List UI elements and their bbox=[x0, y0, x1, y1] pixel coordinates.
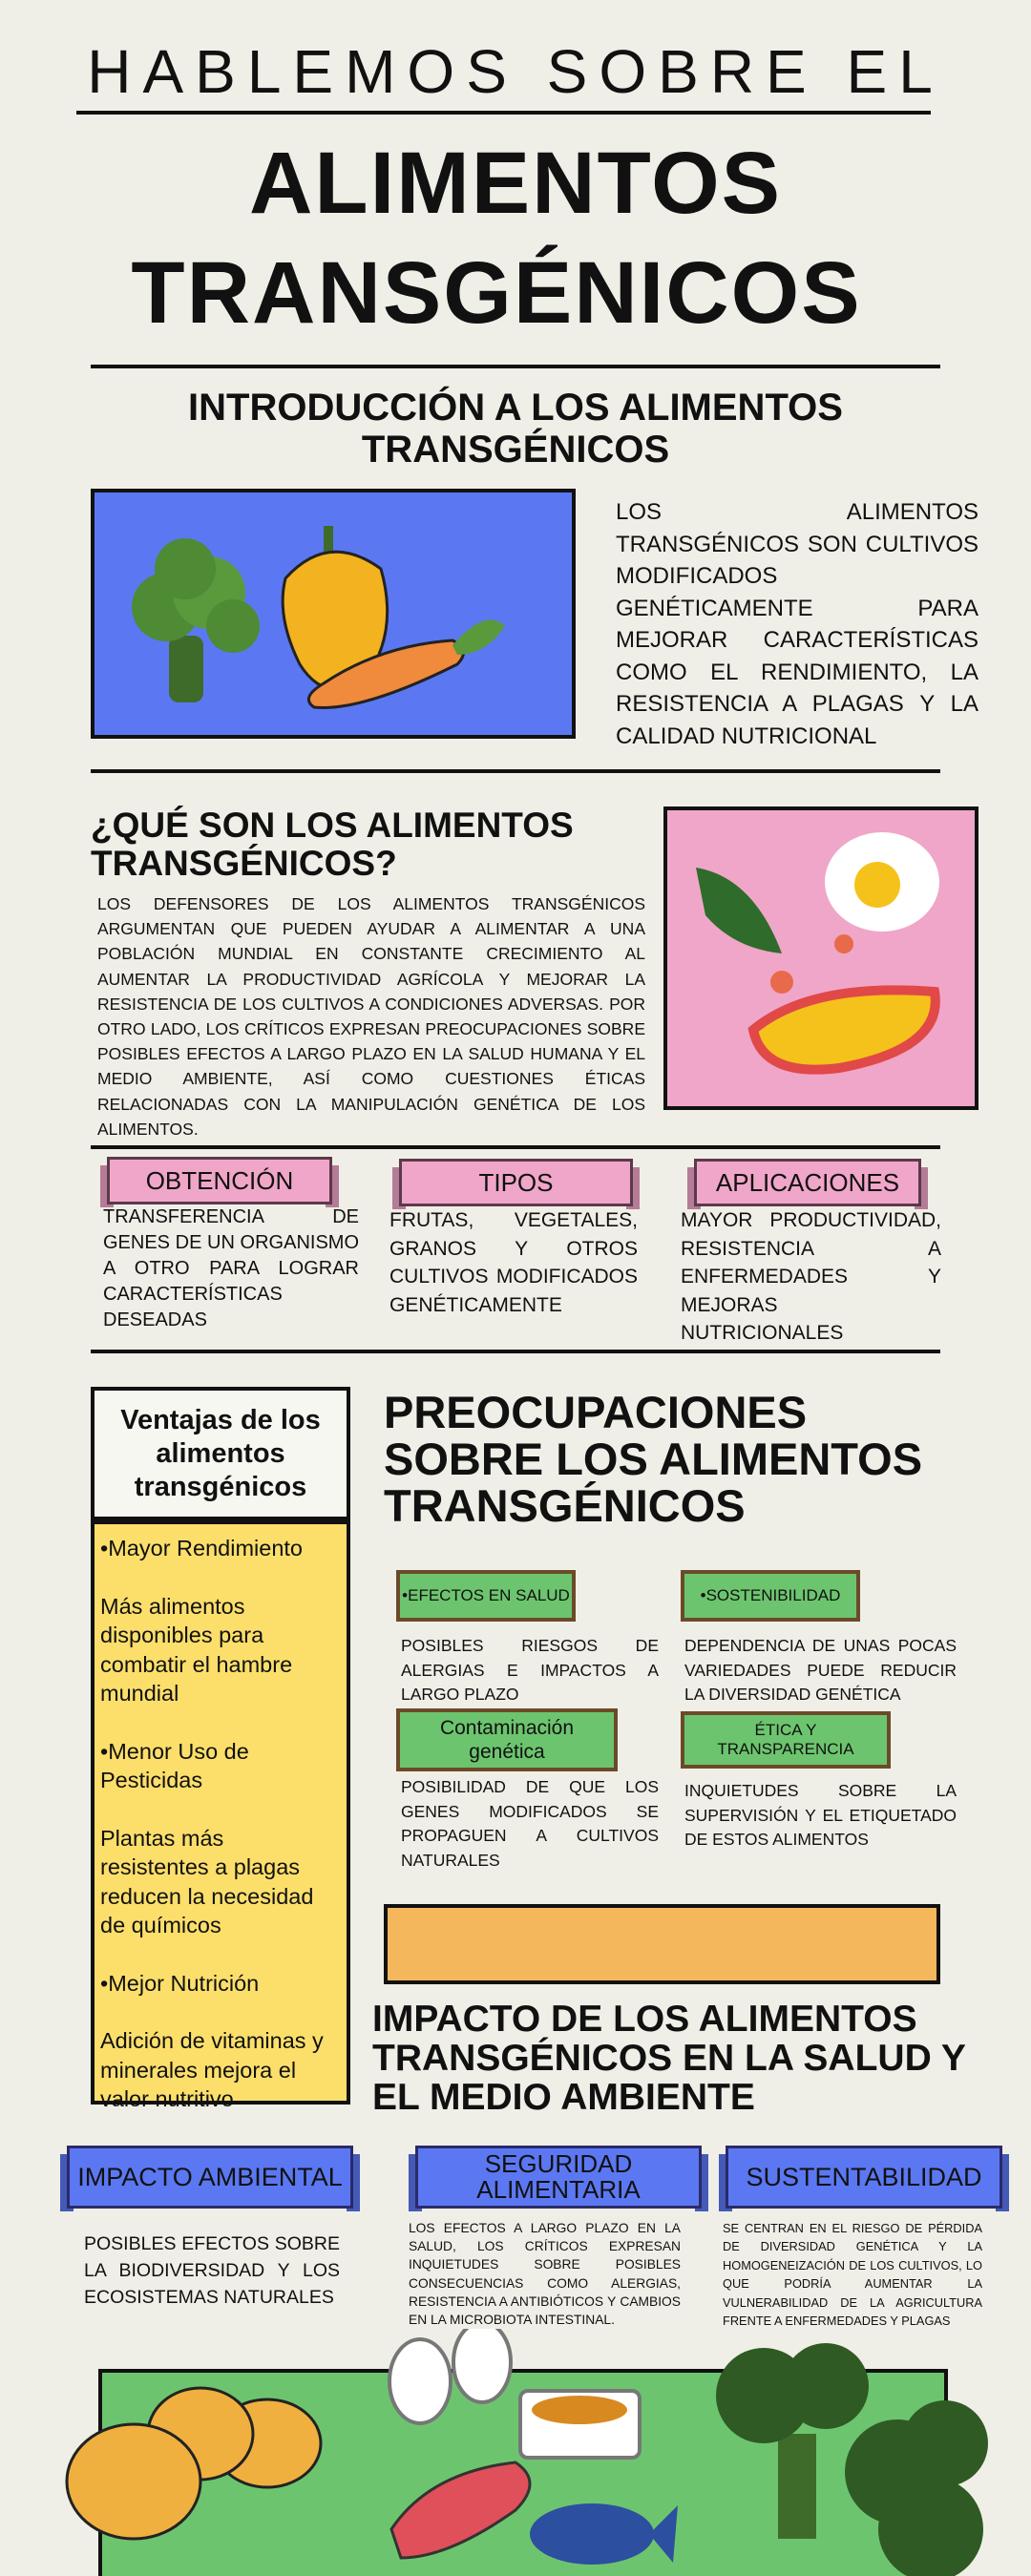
impact-title-sustainability bbox=[726, 2146, 1002, 2209]
concern-text-contamination: POSIBILIDAD DE QUE LOS GENES MODIFICADOS SE PROPAGUEN A CULTIVOS NATURALES bbox=[401, 1777, 659, 1870]
concerns-heading: PREOCUPACIONES SOBRE LOS ALIMENTOS TRANSGÉNICOS bbox=[384, 1387, 923, 1531]
column-text-aplicaciones: MAYOR PRODUCTIVIDAD, RESISTENCIA A ENFERMEDADES Y MEJORAS NUTRICIONALES bbox=[681, 1209, 941, 1344]
concern-tag-ethics bbox=[681, 1711, 891, 1769]
column-text-obtencion: TRANSFERENCIA DE GENES DE UN ORGANISMO A OTRO PARA LOGRAR CARACTERÍSTICAS DESEADAS bbox=[103, 1206, 359, 1330]
intro-heading: INTRODUCCIÓN A LOS ALIMENTOS TRANSGÉNICOS bbox=[188, 387, 843, 471]
impact-title-environment bbox=[67, 2146, 353, 2209]
concern-tag-health-label: •EFECTOS EN SALUD bbox=[402, 1586, 570, 1604]
concern-tag-ethics-label: ÉTICA Y TRANSPARENCIA bbox=[717, 1721, 854, 1758]
advantage-item: Plantas más resistentes a plagas reducen la necesidad de químicos bbox=[100, 1825, 314, 1937]
intro-text: LOS ALIMENTOS TRANSGÉNICOS SON CULTIVOS MODIFICADOS GENÉTICAMENTE PARA MEJORAR CARACTERÍSTICAS COMO EL RENDIMIENTO, LA RESISTENCIA A PLAGAS Y LA CALIDAD NUTRICIONAL bbox=[616, 499, 978, 749]
advantage-item: Más alimentos disponibles para combatir el hambre mundial bbox=[100, 1593, 293, 1706]
column-title-obtencion-label: OBTENCIÓN bbox=[145, 1165, 294, 1195]
what-text: LOS DEFENSORES DE LOS ALIMENTOS TRANSGÉNICOS ARGUMENTAN QUE PUEDEN AYUDAR A ALIMENTAR A UNA POBLACIÓN MUNDIAL EN CONSTANTE CRECIMIENTO AL AUMENTAR LA PRODUCTIVIDAD AGRÍCOLA Y MEJORAR LA RESISTENCIA DE LOS CULTIVOS A CONDICIONES ADVERSAS. POR OTRO LADO, LOS CRÍTICOS EXPRESAN PREOCUPACIONES SOBRE POSIBLES EFECTOS A LARGO PLAZO EN LA SALUD HUMANA Y EL MEDIO AMBIENTE, ASÍ COMO CUESTIONES ÉTICAS RELACIONADAS CON LA MANIPULACIÓN GENÉTICA DE LOS ALIMENTOS. bbox=[97, 894, 645, 1139]
concern-tag-sustainability-label: •SOSTENIBILIDAD bbox=[700, 1586, 841, 1604]
impact-heading: IMPACTO DE LOS ALIMENTOS TRANSGÉNICOS EN LA SALUD Y EL MEDIO AMBIENTE bbox=[372, 1999, 966, 2118]
impact-text-environment: POSIBLES EFECTOS SOBRE LA BIODIVERSIDAD Y LOS ECOSISTEMAS NATURALES bbox=[84, 2233, 340, 2308]
page-title-line2: TRANSGÉNICOS bbox=[131, 244, 862, 342]
header-rule bbox=[76, 111, 931, 115]
impact-title-food-security bbox=[415, 2146, 702, 2209]
intro-rule bbox=[91, 769, 940, 773]
column-title-tipos-label: TIPOS bbox=[478, 1167, 554, 1197]
broccoli-icon bbox=[132, 538, 260, 702]
orange-banner bbox=[384, 1904, 940, 1984]
concern-tag-contamination bbox=[396, 1708, 618, 1771]
impact-title-sustainability-label: SUSTENTABILIDAD bbox=[746, 2162, 982, 2191]
leaf-icon bbox=[696, 868, 782, 953]
impact-title-environment-label: IMPACTO AMBIENTAL bbox=[77, 2162, 343, 2191]
advantage-item: •Mayor Rendimiento bbox=[100, 1536, 303, 1560]
concern-tag-health bbox=[396, 1570, 576, 1622]
egg-icon bbox=[389, 2329, 511, 2423]
meat-icon bbox=[391, 2462, 530, 2558]
column-title-obtencion bbox=[107, 1157, 332, 1204]
advantages-title-box bbox=[91, 1387, 350, 1520]
omelette-icon bbox=[753, 990, 936, 1069]
concern-text-sustainability: DEPENDENCIA DE UNAS POCAS VARIEDADES PUEDE REDUCIR LA DIVERSIDAD GENÉTICA bbox=[684, 1636, 957, 1704]
impact-title-food-security-label: SEGURIDAD ALIMENTARIA bbox=[476, 2149, 641, 2204]
potato-icon bbox=[67, 2388, 321, 2539]
column-text-tipos: FRUTAS, VEGETALES, GRANOS Y OTROS CULTIVOS MODIFICADOS GENÉTICAMENTE bbox=[389, 1209, 638, 1316]
advantage-item: •Mejor Nutrición bbox=[100, 1970, 260, 1996]
column-title-aplicaciones bbox=[694, 1159, 921, 1206]
header-kicker: HABLEMOS SOBRE EL bbox=[87, 37, 944, 106]
advantages-title: Ventajas de los alimentos transgénicos bbox=[120, 1404, 321, 1502]
bottom-food-illustration bbox=[0, 2329, 1031, 2576]
food-illustration bbox=[663, 806, 978, 1110]
fish-icon bbox=[530, 2503, 678, 2565]
advantage-item: •Menor Uso de Pesticidas bbox=[100, 1738, 249, 1792]
advantages-list bbox=[91, 1520, 350, 2111]
columns-rule bbox=[91, 1350, 940, 1353]
advantage-item: Adición de vitaminas y minerales mejora el valor nutritivo bbox=[100, 2028, 324, 2111]
intro-illustration bbox=[91, 489, 576, 739]
bowl-icon bbox=[520, 2391, 640, 2458]
concern-tag-contamination-label: Contaminación genética bbox=[439, 1717, 575, 1763]
impact-text-sustainability: SE CENTRAN EN EL RIESGO DE PÉRDIDA DE DIVERSIDAD GENÉTICA Y LA HOMOGENEIZACIÓN DE LOS CULTIVOS, LO QUE PODRÍA AUMENTAR LA VULNERABILIDAD DE LA AGRICULTURA FRENTE A ENFERMEDADES Y PLAGAS bbox=[723, 2221, 982, 2329]
title-rule bbox=[91, 365, 940, 368]
broccoli-icon bbox=[716, 2343, 988, 2576]
what-rule bbox=[91, 1145, 940, 1149]
column-title-tipos bbox=[399, 1159, 633, 1206]
column-title-aplicaciones-label: APLICACIONES bbox=[715, 1167, 900, 1197]
impact-text-food-security: LOS EFECTOS A LARGO PLAZO EN LA SALUD, LOS CRÍTICOS EXPRESAN INQUIETUDES SOBRE POSIBLES CONSECUENCIAS COMO ALERGIAS, RESISTENCIA A ANTIBIÓTICOS Y CAMBIOS EN LA MICROBIOTA INTESTINAL. bbox=[409, 2221, 681, 2328]
what-heading: ¿QUÉ SON LOS ALIMENTOS TRANSGÉNICOS? bbox=[91, 806, 574, 883]
concern-text-health: POSIBLES RIESGOS DE ALERGIAS E IMPACTOS A LARGO PLAZO bbox=[401, 1636, 659, 1704]
page-title-line1: ALIMENTOS bbox=[248, 135, 783, 232]
concern-tag-sustainability bbox=[681, 1570, 860, 1622]
egg-icon bbox=[825, 832, 939, 932]
concern-text-ethics: INQUIETUDES SOBRE LA SUPERVISIÓN Y EL ETIQUETADO DE ESTOS ALIMENTOS bbox=[684, 1781, 957, 1849]
